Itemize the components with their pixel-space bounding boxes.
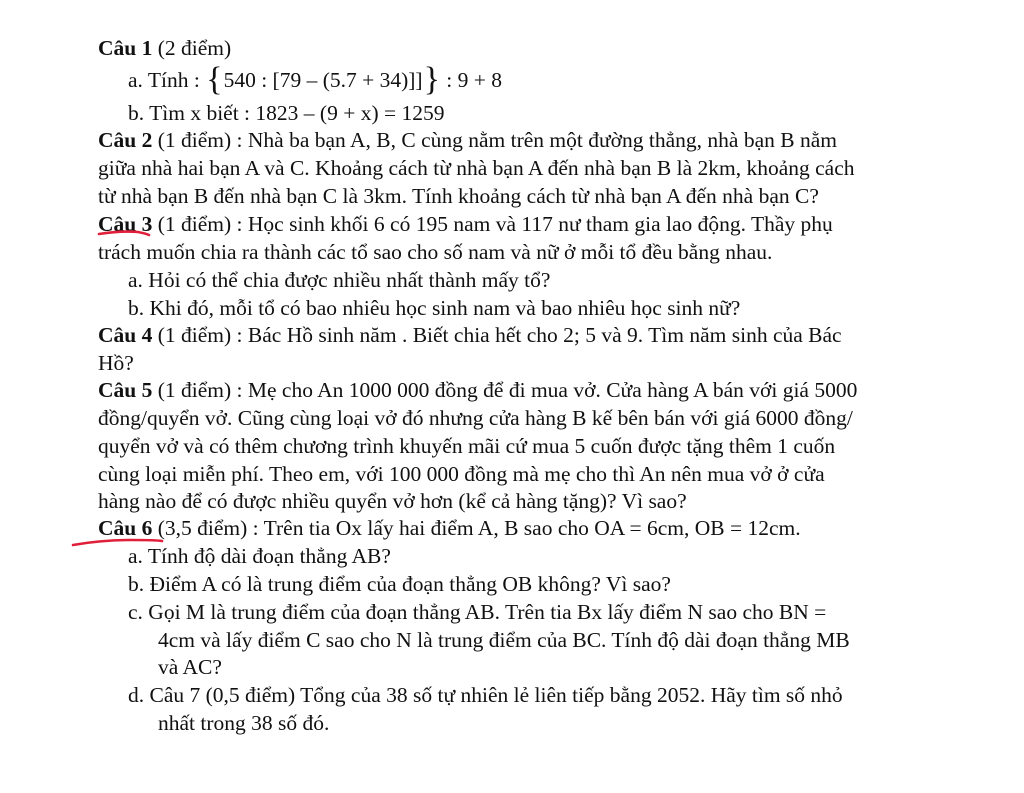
q1-a-suffix: : 9 + 8 [446,68,503,92]
q1-a-prefix: a. Tính : [128,68,200,92]
q2-line-1 [98,127,837,154]
q1-points: (2 điểm) [157,36,232,60]
q3-line-1 [98,211,833,238]
q3-part-b: b. Khi đó, mỗi tổ có bao nhiêu học sinh nam và bao nhiêu học sinh nữ? [128,296,741,320]
q6-part-b: b. Điểm A có là trung điểm của đoạn thẳng OB không? Vì sao? [128,572,671,596]
q1-a-expression: 540 : [79 – (5.7 + 34)]] [223,68,423,92]
q5-line-2: đồng/quyển vở. Cũng cùng loại vở đó nhưng cửa hàng B kế bên bán với giá 6000 đồng/ [98,406,853,430]
q2-line-1-text: (1 điểm) : Nhà ba bạn A, B, C cùng nằm trên một đường thẳng, nhà bạn B nằm [157,128,837,152]
q6-line-1-text: (3,5 điểm) : Trên tia Ox lấy hai điểm A, B sao cho OA = 6cm, OB = 12cm. [157,516,801,540]
q5-line-1 [98,377,857,404]
q4-line-1 [98,322,842,349]
q3-line-2: trách muốn chia ra thành các tổ sao cho số nam và nữ ở mỗi tổ đều bằng nhau. [98,240,773,264]
q2-line-2: giữa nhà hai bạn A và C. Khoảng cách từ nhà bạn A đến nhà bạn B là 2km, khoảng cách [98,156,855,180]
q6-part-d-line-1: d. Câu 7 (0,5 điểm) Tổng của 38 số tự nhiên lẻ liên tiếp bằng 2052. Hãy tìm số nhỏ [128,683,843,707]
q2-line-3: từ nhà bạn B đến nhà bạn C là 3km. Tính khoảng cách từ nhà bạn A đến nhà bạn C? [98,184,819,208]
q6-part-c-line-3: và AC? [158,655,222,679]
q6-part-c-line-1: c. Gọi M là trung điểm của đoạn thẳng AB. Trên tia Bx lấy điểm N sao cho BN = [128,600,827,624]
q3-part-a: a. Hỏi có thể chia được nhiều nhất thành mấy tổ? [128,268,551,292]
q1-a-brace-close: } [423,61,440,98]
q6-part-a: a. Tính độ dài đoạn thẳng AB? [128,544,391,568]
q3-line-1-text: (1 điểm) : Học sinh khối 6 có 195 nam và 117 nư tham gia lao động. Thầy phụ [157,212,833,236]
q4-line-2: Hồ? [98,351,134,375]
q6-part-d-line-2: nhất trong 38 số đó. [158,711,330,735]
q5-line-4: cùng loại miễn phí. Theo em, với 100 000 đồng mà mẹ cho thì An nên mua vở ở cửa [98,462,825,486]
q5-title: Câu 5 [98,378,153,402]
q6-title: Câu 6 [98,516,153,540]
q1-a-brace-open: { [206,61,223,98]
q5-line-3: quyển vở và có thêm chương trình khuyến mãi cứ mua 5 cuốn được tặng thêm 1 cuốn [98,434,836,458]
q1-part-a [128,61,503,98]
q2-title: Câu 2 [98,128,153,152]
q1-title: Câu 1 [98,36,153,60]
q6-part-c-line-2: 4cm và lấy điểm C sao cho N là trung điểm của BC. Tính độ dài đoạn thẳng MB [158,628,850,652]
q4-title: Câu 4 [98,323,153,347]
q5-line-1-text: (1 điểm) : Mẹ cho An 1000 000 đồng để đi mua vở. Cửa hàng A bán với giá 5000 [157,378,858,402]
q1-part-b: b. Tìm x biết : 1823 – (9 + x) = 1259 [128,101,445,125]
q4-line-1-text: (1 điểm) : Bác Hồ sinh năm . Biết chia hết cho 2; 5 và 9. Tìm năm sinh của Bác [157,323,842,347]
q5-line-5: hàng nào để có được nhiều quyển vở hơn (kể cả hàng tặng)? Vì sao? [98,489,687,513]
q3-title: Câu 3 [98,212,153,236]
q6-line-1 [98,515,801,542]
q1-heading [98,35,231,62]
